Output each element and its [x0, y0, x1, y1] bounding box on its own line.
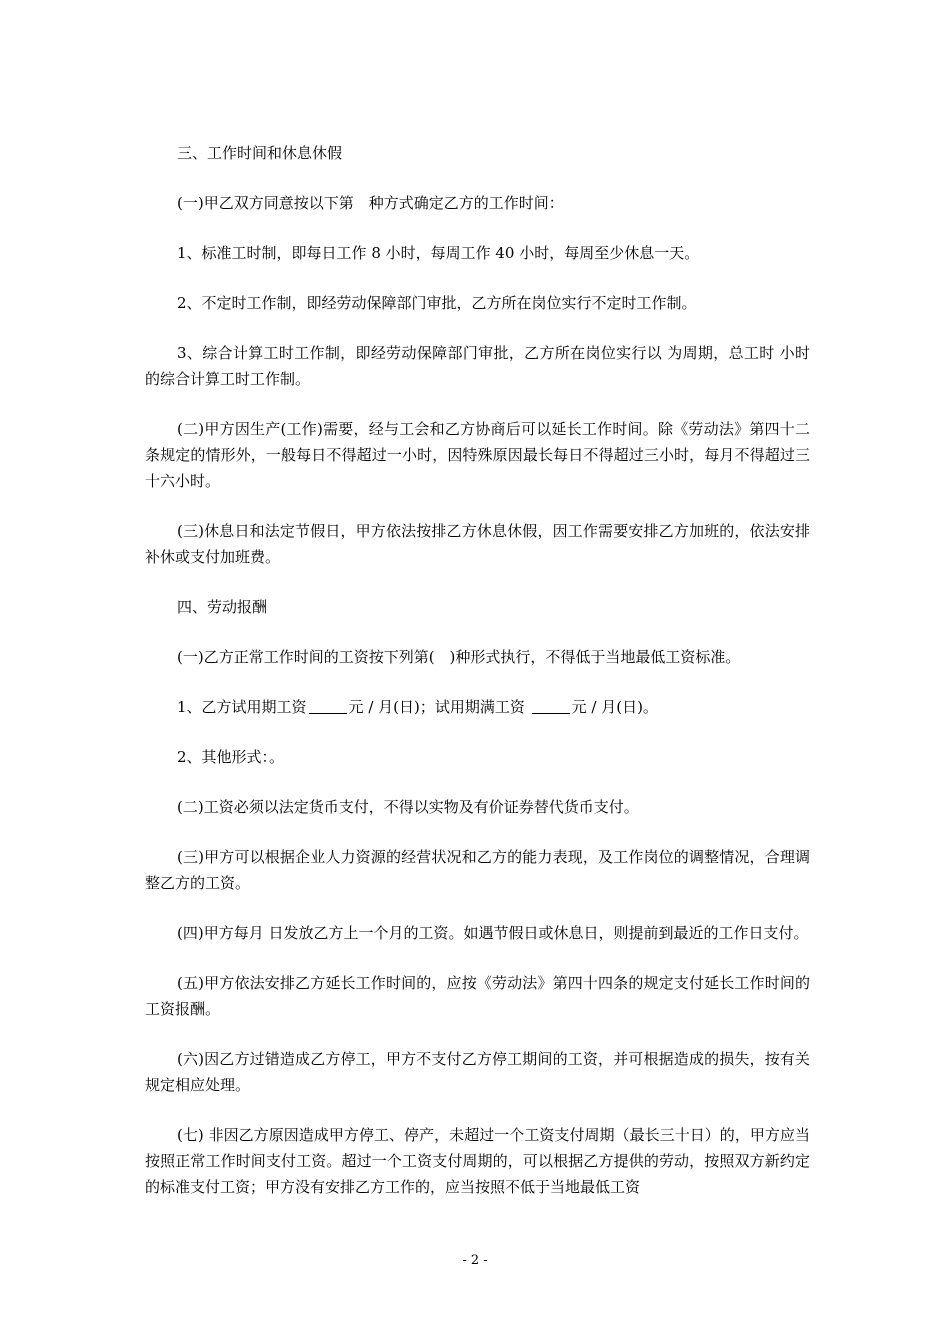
paragraph-wage-fields	[145, 694, 810, 720]
wage-text-a: 1、乙方试用期工资	[177, 698, 307, 716]
paragraph: (七) 非因乙方原因造成甲方停工、停产，未超过一个工资支付周期（最长三十日）的，甲方应当按照正常工作时间支付工资。超过一个工资支付周期的，可以根据乙方提供的劳动，按照双方新约定的标准支付工资；甲方没有安排乙方工作的，应当按照不低于当地最低工资	[145, 1126, 810, 1196]
section-title-compensation: 四、劳动报酬	[177, 598, 268, 616]
paragraph: (三)甲方可以根据企业人力资源的经营状况和乙方的能力表现，及工作岗位的调整情况，合理调整乙方的工资。	[145, 848, 810, 892]
paragraph: (六)因乙方过错造成乙方停工，甲方不支付乙方停工期间的工资，并可根据造成的损失，按有关规定相应处理。	[145, 1050, 810, 1094]
paragraph: (一)甲乙双方同意按以下第 种方式确定乙方的工作时间：	[177, 194, 564, 212]
document-body	[145, 140, 810, 1224]
probation-wage-blank	[309, 697, 347, 714]
paragraph: (三)休息日和法定节假日，甲方依法按排乙方休息休假，因工作需要安排乙方加班的，依法安排补休或支付加班费。	[145, 522, 810, 566]
paragraph: (二)工资必须以法定货币支付，不得以实物及有价证券替代货币支付。	[177, 798, 639, 816]
page-number: - 2 -	[462, 1253, 488, 1268]
paragraph: 3、综合计算工时工作制，即经劳动保障部门审批，乙方所在岗位实行以 为周期，总工时 小时的综合计算工时工作制。	[145, 344, 810, 388]
paragraph: 2、不定时工作制，即经劳动保障部门审批，乙方所在岗位实行不定时工作制。	[177, 294, 697, 312]
paragraph: (二)甲方因生产(工作)需要，经与工会和乙方协商后可以延长工作时间。除《劳动法》第四十二条规定的情形外，一般每日不得超过一小时，因特殊原因最长每日不得超过三小时，每月不得超过三十六小时。	[145, 420, 810, 490]
paragraph: 2、其他形式：。	[177, 748, 285, 766]
paragraph: (四)甲方每月 日发放乙方上一个月的工资。如遇节假日或休息日，则提前到最近的工作日支付。	[177, 924, 809, 942]
regular-wage-blank	[532, 697, 570, 714]
paragraph: 1、标准工时制，即每日工作 8 小时，每周工作 40 小时，每周至少休息一天。	[177, 244, 700, 262]
wage-text-c: 元 / 月(日)。	[571, 698, 658, 716]
section-title-work-hours: 三、工作时间和休息休假	[177, 144, 343, 162]
paragraph: (五)甲方依法安排乙方延长工作时间的，应按《劳动法》第四十四条的规定支付延长工作时间的工资报酬。	[145, 974, 810, 1018]
wage-text-b: 元 / 月(日)；试用期满工资	[348, 698, 530, 716]
paragraph: (一)乙方正常工作时间的工资按下列第( )种形式执行，不得低于当地最低工资标准。	[177, 648, 741, 666]
